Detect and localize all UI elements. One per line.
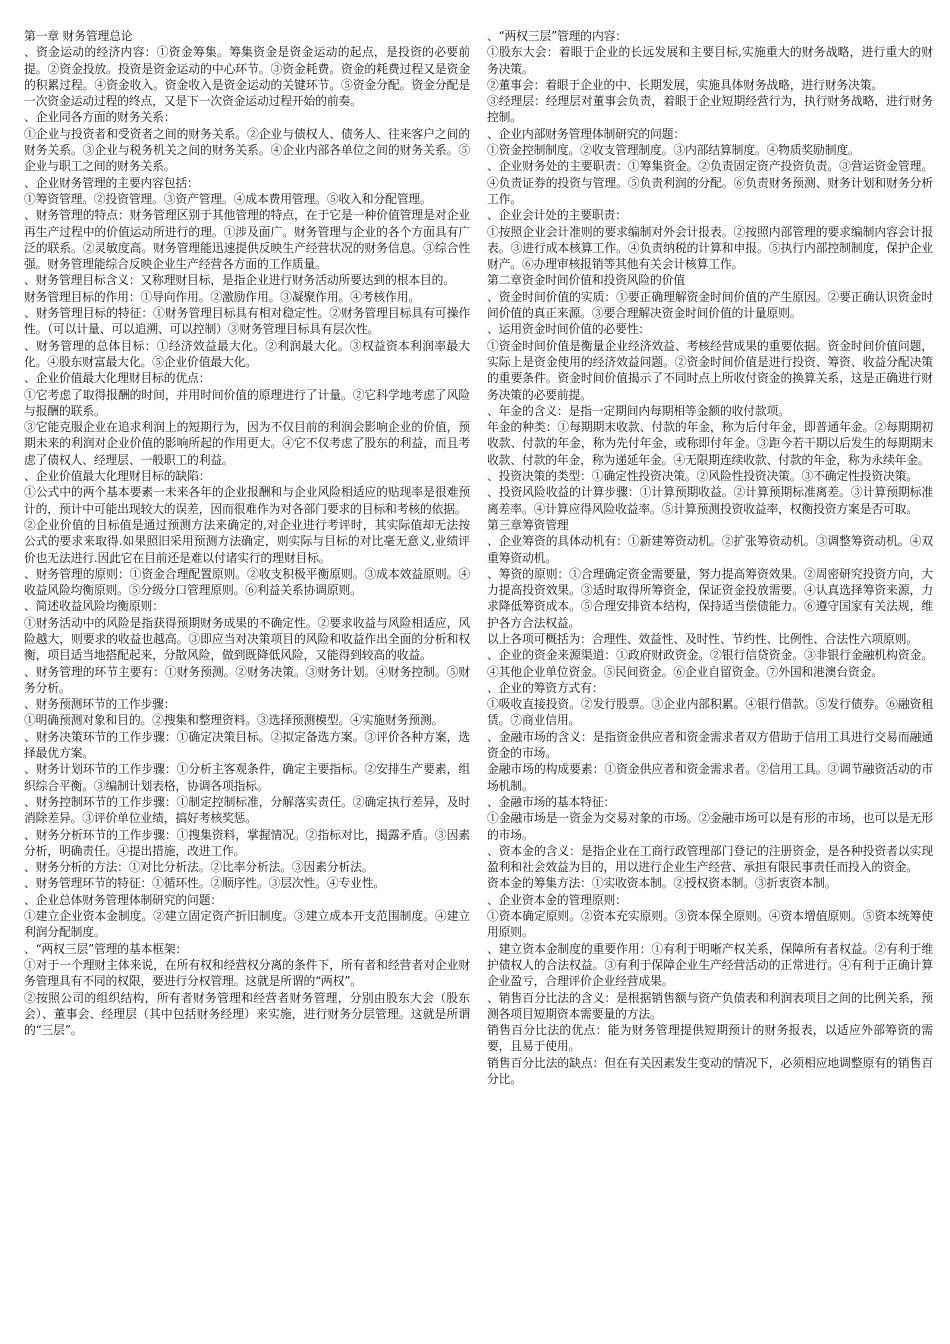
paragraph: 、财务控制环节的工作步骤：①制定控制标准，分解落实责任。②确定执行差异，及时消除差异。③评价单位业绩，搞好考核奖惩。 [24, 794, 470, 826]
paragraph: 、“两权三层”管理的内容： [487, 29, 627, 43]
paragraph: ①股东大会：着眼于企业的长远发展和主要目标,实施重大的财务战略，进行重大的财务决策。 [487, 45, 933, 76]
paragraph: 、企业资本金的管理原则： [487, 892, 627, 907]
paragraph: ①公式中的两个基本要素一未来各年的企业报酬和与企业风险相适应的贴现率是很难预计的，预计中可能出现较大的误差，因而很难作为对各部门要求的目标和考核的依据。 [24, 485, 470, 516]
paragraph: 、财务管理目标含义：又称理财目标，是指企业进行财务活动所要达到的根本目的。 [24, 273, 455, 288]
paragraph: 第一章 财务管理总论 [24, 29, 133, 43]
paragraph: ①明确预测对象和目的。②搜集和整理资料。③选择预测模型。④实施财务预测。 [24, 713, 444, 728]
paragraph: 、投资风险收益的计算步骤：①计算预期收益。②计算预期标准离差。③计算预期标准离差率。④计算应得风险收益率。⑤计算预测投资收益率，权衡投资方案是否可取。 [487, 485, 933, 516]
paragraph: 、筹资的原则：①合理确定资金需要量，努力提高筹资效果。②周密研究投资方向，大力提高投资效果。③适时取得所筹资金，保证资金投放需要。④认真选择筹资来源，力求降低筹资成本。⑤合理安排资本结构，保持适当偿债能力。⑥遵守国家有关法规，维护各方合法权益。 [487, 566, 933, 630]
paragraph: 以上各项可概括为：合理性、效益性、及时性、节约性、比例性、合法性六项原则。 [487, 631, 918, 646]
paragraph: 、企业筹资的具体动机有：①新建筹资动机。②扩张筹资动机。③调整筹资动机。④双重筹资动机。 [487, 534, 933, 565]
paragraph: 、财务管理的特点：财务管理区别于其他管理的特点，在于它是一种价值管理是对企业再生产过程中的价值运动所进行的理。①涉及面广。财务管理与企业的各个方面具有广泛的联系。②灵敏度高。财务管理能迅速提供反映生产经营状况的财务信息。③综合性强。财务管理能综合反映企业生产经营各方面的工作质量。 [24, 208, 470, 272]
paragraph: 、“两权三层”管理的基本框架： [24, 941, 188, 956]
paragraph: 、企业价值最大化理财目标的优点： [24, 371, 211, 386]
paragraph: 、企业财务处的主要职责：①筹集资金。②负责固定资产投资负责。③营运资金管理。④负责证券的投资与管理。⑤负责利润的分配。⑥负责财务预测、财务计划和财务分析工作。 [487, 159, 933, 206]
paragraph: 、企业财务管理的主要内容包括： [24, 175, 199, 190]
paragraph: 第三章筹资管理 [487, 517, 569, 532]
right-text-column [487, 28, 933, 1334]
paragraph: 、财务分析环节的工作步骤：①搜集资料，掌握情况。②指标对比，揭露矛盾。③因素分析，明确责任。④提出措施，改进工作。 [24, 827, 470, 858]
paragraph: ①财务活动中的风险是指获得预期财务成果的不确定性。②要求收益与风险相适应，风险越大，则要求的收益也越高。③即应当对决策项目的风险和收益作出全面的分析和权衡，项目适当地搭配起来，分散风险，做到既降低风险，又能得到较高的收益。 [24, 615, 470, 663]
paragraph: 、投资决策的类型：①确定性投资决策。②风险性投资决策。③不确定性投资决策。 [487, 469, 918, 484]
paragraph: 、资金运动的经济内容：①资金筹集。筹集资金是资金运动的起点，是投资的必要前提。②资金投放。投资是资金运动的中心环节。③资金耗费。资金的耗费过程又是资金的积累过程。④资金收入。资金收入是资金运动的关键环节。⑤资金分配。资金分配是一次资金运动过程的终点，又是下一次资金运动过程开始的前奏。 [24, 45, 470, 109]
paragraph: ①资金时间价值是衡量企业经济效益、考核经营成果的重要依据。资金时间价值问题，实际上是资金使用的经济效益问题。②资金时间价值是进行投资、筹资、收益分配决策的重要条件。资金时间价值揭示了不同时点上所收付资金的换算关系，这是正确进行财务决策的必要前提。 [487, 338, 933, 402]
paragraph: 、企业总体财务管理体制研究的问题： [24, 892, 222, 907]
paragraph: ③经理层：经理层对董事会负责，着眼于企业短期经营行为，执行财务战略，进行财务控制。 [487, 94, 933, 125]
paragraph: ①吸收直接投资。②发行股票。③企业内部积累。④银行借款。⑤发行债券。⑥融资租赁。⑦商业信用。 [487, 697, 933, 728]
paragraph: ①资金控制制度。②收支管理制度。③内部结算制度。④物质奖励制度。 [487, 143, 860, 158]
paragraph: 销售百分比法的缺点：但在有关因素发生变动的情况下，必须相应地调整原有的销售百分比。 [487, 1055, 933, 1086]
paragraph: 、企业内部财务管理体制研究的问题： [487, 126, 685, 141]
paragraph: ①对于一个理财主体来说，在所有权和经营权分离的条件下，所有者和经营者对企业财务管理具有不同的权限，要进行分权管理。这就是所谓的“两权”。 [24, 957, 470, 989]
paragraph: ①按照企业会计准则的要求编制对外会计报表。②按照内部管理的要求编制内容会计报表。③进行成本核算工作。④负责纳税的计算和申报。⑤执行内部控制制度，保护企业财产。⑥办理审核报销等其他有关会计核算工作。 [487, 224, 933, 272]
paragraph: 、财务管理环节的特征：①循环性。②顺序性。③层次性。④专业性。 [24, 876, 386, 891]
paragraph: 、财务决策环节的工作步骤：①确定决策目标。②拟定备选方案。③评价各种方案，选择最优方案。 [24, 729, 470, 761]
paragraph: 、财务管理的原则：①资金合理配置原则。②收支积极平衡原则。③成本效益原则。④收益风险均衡原则。⑤分级分口管理原则。⑥利益关系协调原则。 [24, 566, 470, 598]
paragraph: 、资本金的含义：是指企业在工商行政管理部门登记的注册资金，是各种投资者以实现盈利和社会效益为目的，用以进行企业生产经营、承担有限民事责任而投入的资金。 [487, 843, 933, 875]
paragraph: 、资金时间价值的实质：①要正确理解资金时间价值的产生原因。②要正确认识资金时间价值的真正来源。③要合理解决资金时间价值的计量原则。 [487, 289, 933, 321]
paragraph: 、销售百分比法的含义：是根据销售额与资产负债表和利润表项目之间的比例关系，预测各项目短期资本需要量的方法。 [487, 990, 933, 1021]
paragraph: ②按照公司的组织结构，所有者财务管理和经营者财务管理，分别由股东大会（股东会）、董事会、经理层（其中包括财务经理）来实施，进行财务分层管理。这就是所谓的“三层”。 [24, 990, 470, 1038]
paragraph: ②企业价值的目标值是通过预测方法来确定的,对企业进行考评时，其实际值却无法按公式的要求来取得.如果照旧采用预测方法确定，则实际与目标的对比毫无意义,业绩评价也无法进行.因此它在目前还是难以付诸实行的理财目标。 [24, 517, 470, 565]
paragraph: 、金融市场的基本特征： [487, 794, 616, 809]
paragraph: 、企业会计处的主要职责： [487, 208, 627, 223]
paragraph: 、年金的含义：是指一定期间内每期相等金额的收付款项。 [487, 403, 790, 418]
paragraph: ③它能克服企业在追求利润上的短期行为，因为不仅目前的利润会影响企业的价值，预期未来的利润对企业价值的影响所起的作用更大。④它不仅考虑了股东的利益，而且考虑了债权人、经理层、一般职工的利益。 [24, 420, 470, 467]
paragraph: 、企业的资金来源渠道：①政府财政资金。②银行信贷资金。③非银行金融机构资金。④其他企业单位资金。⑤民间资金。⑥企业自留资金。⑦外国和港澳台资金。 [487, 648, 933, 679]
paragraph: 、财务分析的方法：①对比分析法。②比率分析法。③因素分析法。 [24, 860, 374, 875]
paragraph: 、建立资本金制度的重要作用：①有利于明晰产权关系，保障所有者权益。②有利于维护债权人的合法权益。③有利于保障企业生产经营活动的正常进行。④有利于正确计算企业盈亏，合理评价企业经营成果。 [487, 941, 933, 989]
paragraph: 年金的种类：①每期期末收款、付款的年金，称为后付年金，即普通年金。②每期期初收款、付款的年金，称为先付年金，或称即付年金。③距今若干期以后发生的每期期末收款、付款的年金，称为递延年金。④无限期连续收款、付款的年金，称为永续年金。 [487, 420, 933, 467]
paragraph: 、财务管理的总体目标：①经济效益最大化。②利润最大化。③权益资本利润率最大化。④股东财富最大化。⑤企业价值最大化。 [24, 338, 470, 369]
paragraph: ①它考虑了取得报酬的时间，并用时间价值的原理进行了计量。②它科学地考虑了风险与报酬的联系。 [24, 387, 470, 418]
paragraph: 资本金的筹集方法：①实收资本制。②授权资本制。③折衷资本制。 [487, 876, 837, 891]
paragraph: 、企业价值最大化理财目标的缺陷： [24, 469, 211, 484]
paragraph: 、财务管理的环节主要有：①财务预测。②财务决策。③财务计划。④财务控制。⑤财务分析。 [24, 664, 470, 695]
paragraph: ①金融市场是一资金为交易对象的市场。②金融市场可以是有形的市场，也可以是无形的市场。 [487, 811, 933, 842]
paragraph: 、简述收益风险均衡原则： [24, 599, 164, 614]
paragraph: ①资本确定原则。②资本充实原则。③资本保全原则。④资本增值原则。⑤资本统筹使用原则。 [487, 909, 933, 940]
paragraph: 、财务计划环节的工作步骤：①分析主客观条件，确定主要指标。②安排生产要素，组织综合平衡。③编制计划表格，协调各项指标。 [24, 762, 470, 793]
paragraph: 财务管理目标的作用：①导向作用。②激励作用。③凝聚作用。④考核作用。 [24, 289, 420, 304]
paragraph: 、企业的筹资方式有： [487, 680, 604, 695]
paragraph: 、财务管理目标的特征：①财务管理目标具有相对稳定性。②财务管理目标具有可操作性。（可以计量、可以追溯、可以控制）③财务管理目标具有层次性。 [24, 306, 470, 337]
paragraph: 、企业同各方面的财务关系： [24, 110, 176, 125]
left-text-column [24, 28, 470, 1334]
paragraph: 销售百分比法的优点：能为财务管理提供短期预计的财务报表，以适应外部筹资的需要，且易于使用。 [487, 1023, 933, 1054]
paragraph: ①企业与投资者和受资者之间的财务关系。②企业与债权人、债务人、往来客户之间的财务关系。③企业与税务机关之间的财务关系。④企业内部各单位之间的财务关系。⑤企业与职工之间的财务关系。 [24, 126, 470, 174]
paragraph: 第二章资金时间价值和投资风险的价值 [487, 273, 685, 288]
paragraph: ①建立企业资本金制度。②建立固定资产折旧制度。③建立成本开支范围制度。④建立利润分配制度。 [24, 909, 470, 940]
paragraph: 、运用资金时间价值的必要性： [487, 322, 651, 337]
paragraph: ①筹资管理。②投资管理。③资产管理。④成本费用管理。⑤收入和分配管理。 [24, 191, 432, 206]
paragraph: ②董事会：着眼于企业的中、长期发展，实施具体财务战略，进行财务决策。 [487, 77, 883, 92]
paragraph: 、金融市场的含义：是指资金供应者和资金需求者双方借助于信用工具进行交易而融通资金的市场。 [487, 729, 933, 761]
paragraph: 金融市场的构成要素：①资金供应者和资金需求者。②信用工具。③调节融资活动的市场机制。 [487, 762, 933, 793]
paragraph: 、财务预测环节的工作步骤： [24, 697, 176, 712]
